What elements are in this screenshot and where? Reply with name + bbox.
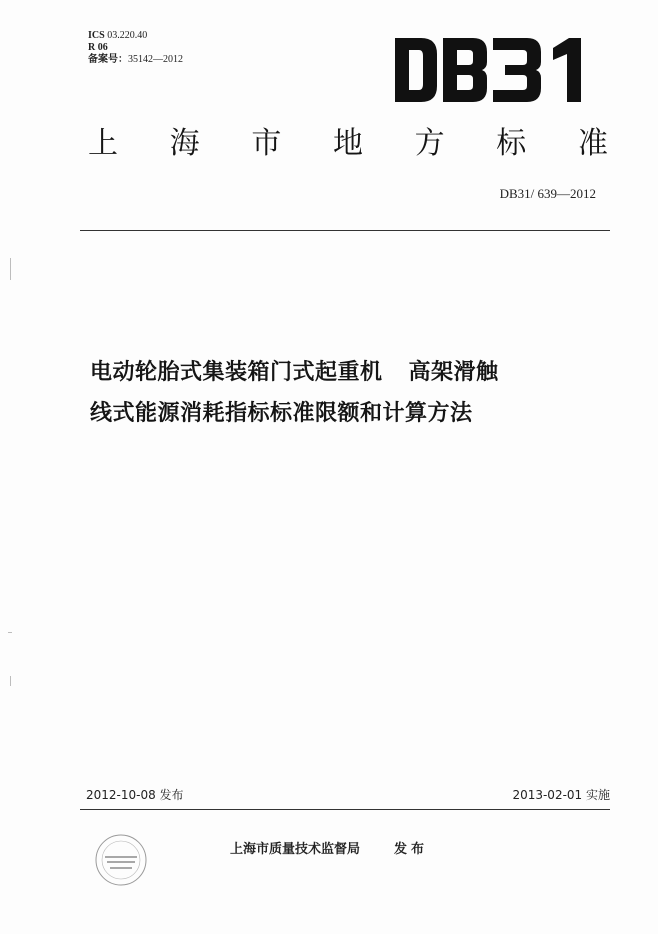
heading-char: 标	[496, 126, 527, 161]
publish-date: 2012-10-08 发布	[86, 788, 184, 802]
issuer-name: 上海市质量技术监督局	[230, 842, 361, 857]
heading-char: 上	[88, 126, 118, 161]
document-title	[90, 352, 620, 434]
scan-artifact	[10, 676, 11, 686]
implement-date: 2013-02-01 实施	[512, 788, 610, 802]
heading-char: 市	[251, 126, 282, 161]
top-divider	[80, 230, 610, 231]
title-line-2: 线式能源消耗指标标准限额和计算方法	[90, 401, 473, 426]
ics-value: 03.220.40	[107, 30, 148, 41]
title-line-1	[90, 352, 620, 393]
local-standard-heading	[88, 118, 608, 162]
scan-artifact	[10, 258, 11, 280]
title-line-1-part-1: 电动轮胎式集装箱门式起重机	[90, 360, 383, 385]
title-line-1-part-2: 高架滑触	[408, 360, 499, 385]
filing-label: 备案号：	[88, 54, 128, 65]
filing-line	[88, 54, 183, 66]
class-code: R 06	[88, 42, 108, 53]
registration-stamp-icon	[93, 832, 149, 888]
issuer-action: 发布	[394, 842, 429, 857]
heading-char: 方	[414, 126, 445, 161]
ics-line	[88, 30, 183, 42]
filing-value: 35142—2012	[128, 54, 183, 65]
heading-char: 地	[332, 126, 363, 161]
standard-number: DB31/ 639—2012	[499, 186, 596, 201]
scan-artifact	[8, 632, 12, 633]
issuing-authority	[230, 838, 428, 857]
db31-logo	[393, 36, 593, 104]
classification-block	[88, 30, 183, 66]
heading-char: 海	[169, 126, 200, 161]
bottom-divider	[80, 809, 610, 810]
heading-char: 准	[577, 126, 608, 161]
ics-label: ICS	[88, 30, 105, 41]
